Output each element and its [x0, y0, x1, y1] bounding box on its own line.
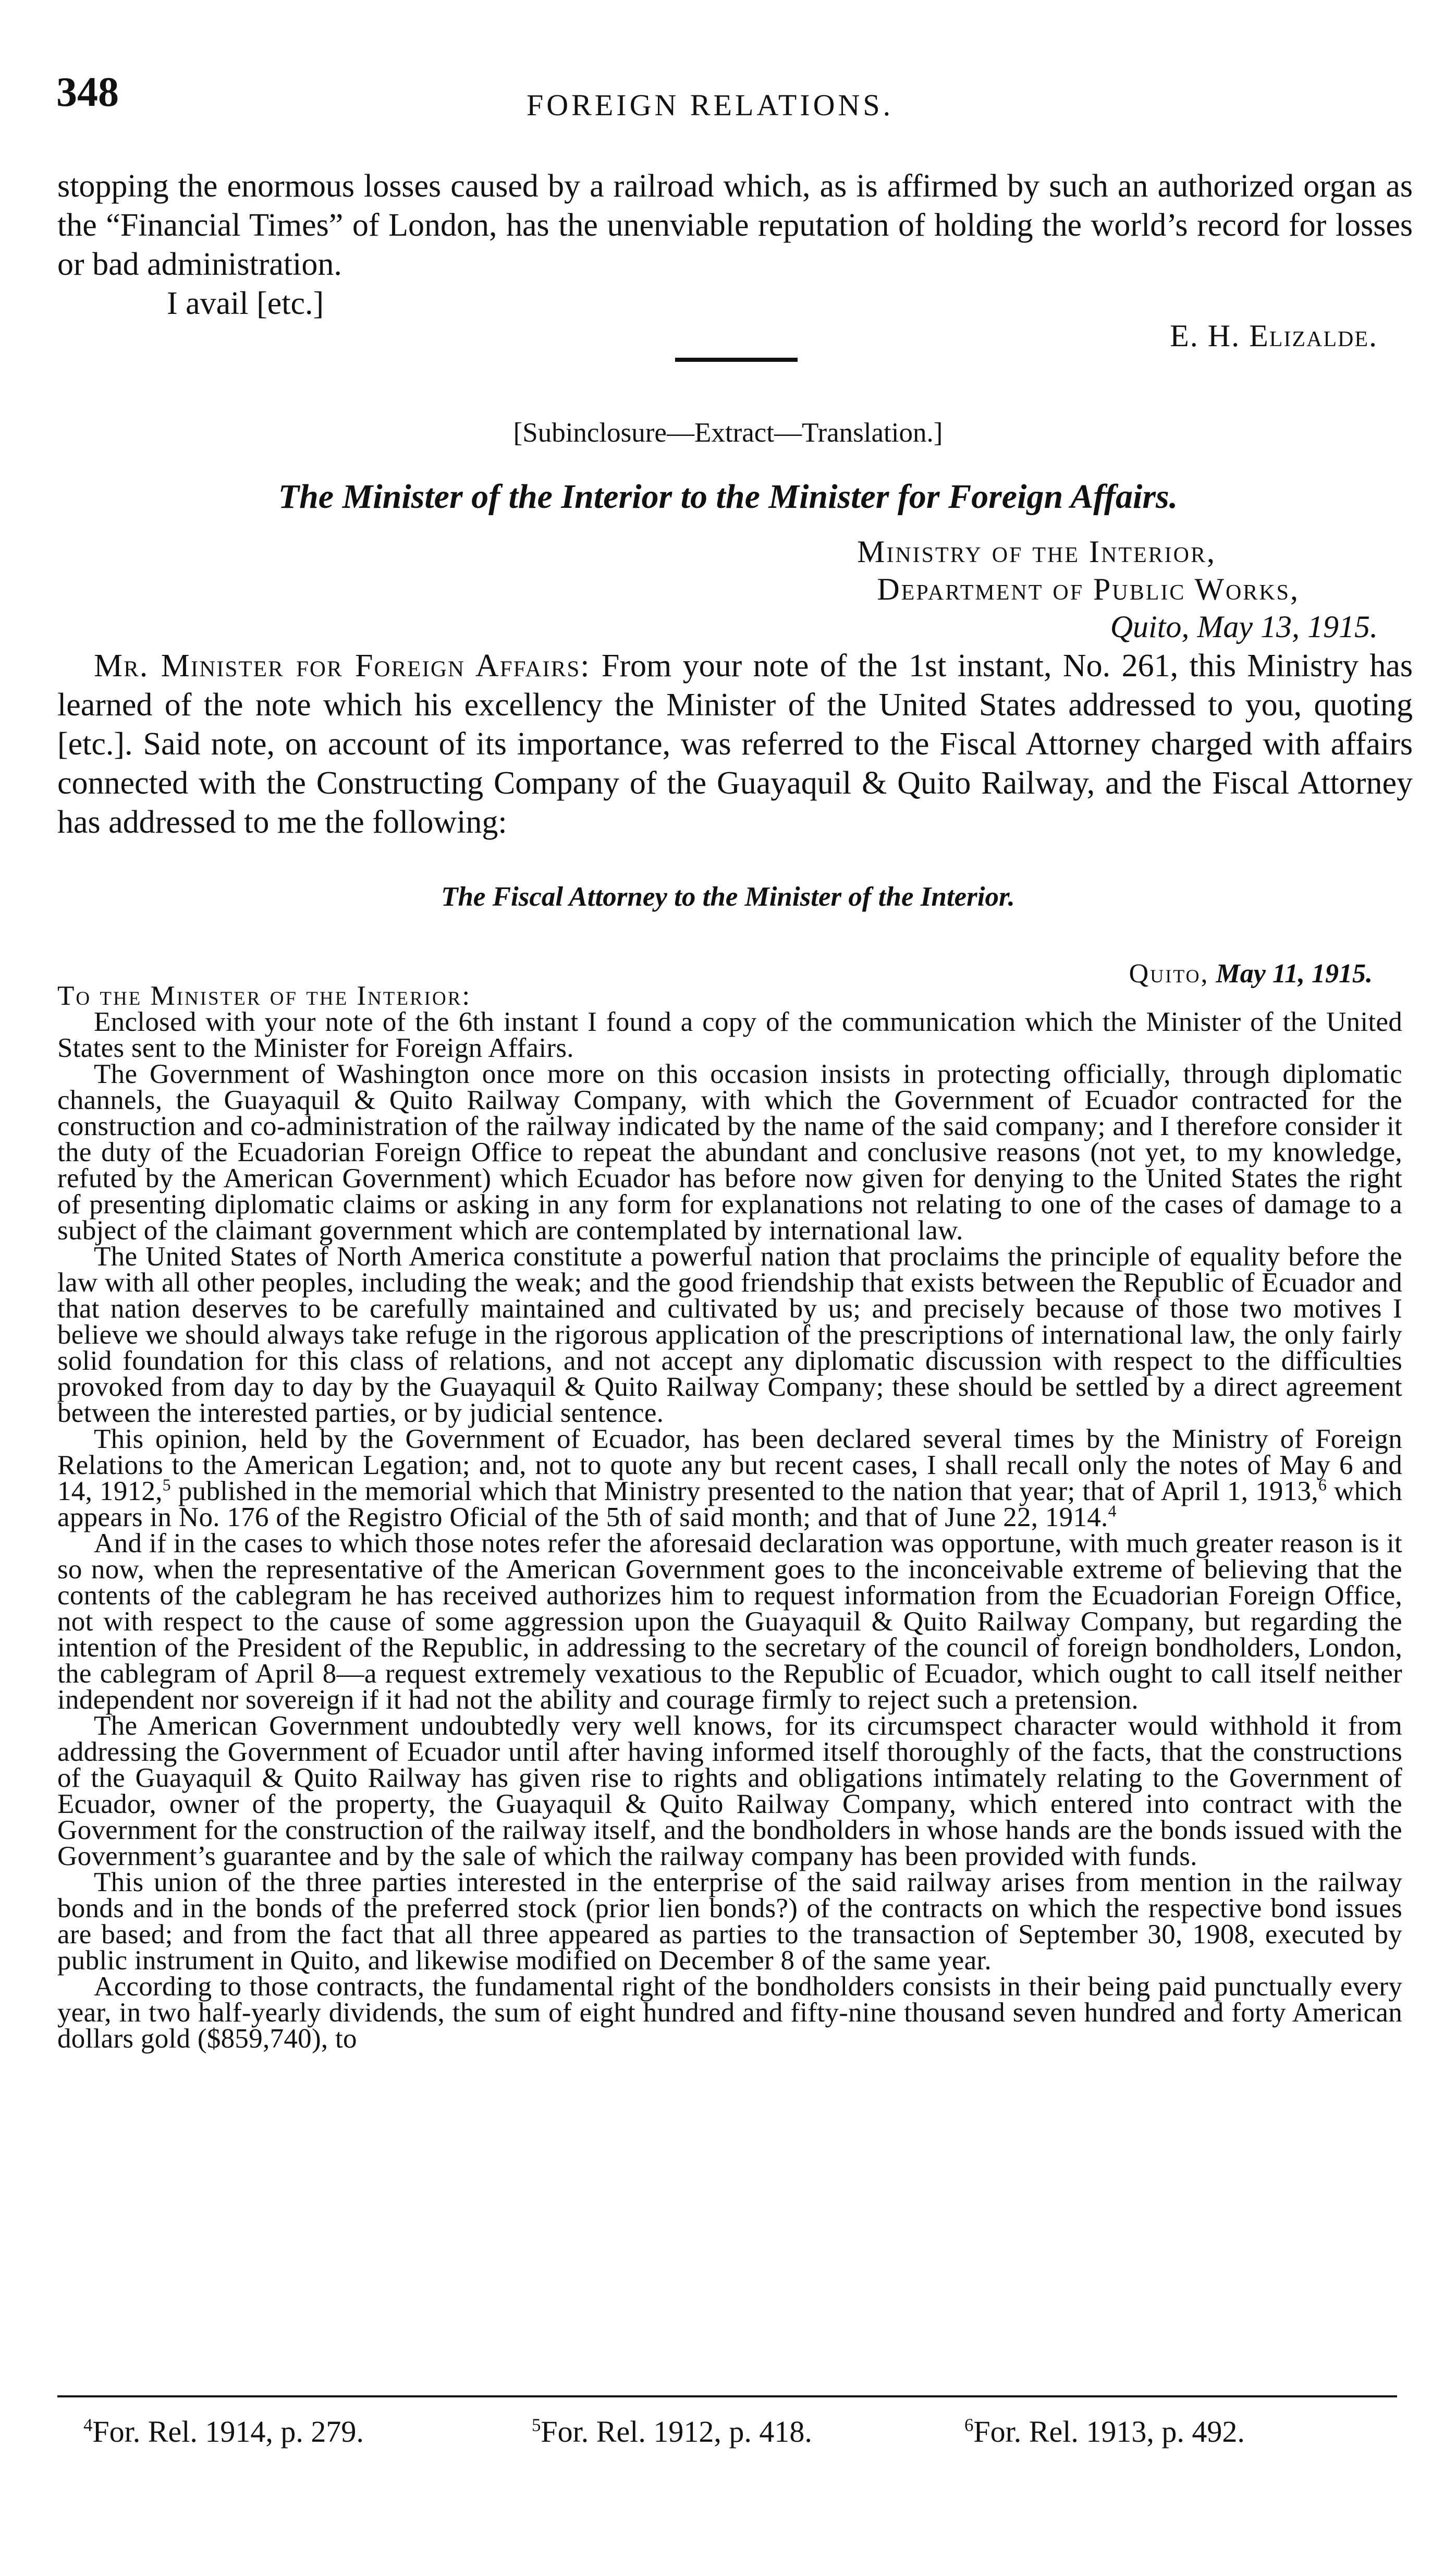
memo-paragraph-4 — [57, 1426, 1402, 1530]
subinclosure-right: Translation.] — [802, 418, 943, 448]
address-line-1: Ministry of the Interior, — [857, 534, 1216, 569]
footnote-rule — [57, 2395, 1397, 2397]
memo-body — [57, 983, 1402, 2052]
footnote-6 — [964, 2414, 1245, 2449]
memo-place: Quito, — [1129, 959, 1209, 989]
footnote-mark: 4 — [83, 2415, 93, 2435]
footnote-text: For. Rel. 1914, p. 279. — [92, 2415, 364, 2449]
footnote-ref-6: 6 — [1318, 1476, 1327, 1494]
subinclosure-dash-2: — — [774, 418, 802, 448]
memo-paragraph-8: According to those contracts, the fundamental right of the bondholders consists in their being paid punctually every year, in two half-yearly dividends, the sum of eight hundred and fifty-nine thousand seven hundred and forty American dollars gold ($859,740), to — [57, 1971, 1402, 2054]
subinclosure-left: [Subinclosure — [513, 418, 667, 448]
memo-title: The Fiscal Attorney to the Minister of the Interior. — [441, 882, 1015, 912]
signature: E. H. Elizalde. — [1170, 319, 1378, 353]
letter-salutation: Mr. Minister for Foreign Affairs: — [94, 648, 591, 684]
footnote-mark: 6 — [964, 2415, 974, 2435]
letter-title: The Minister of the Interior to the Minister for Foreign Affairs. — [278, 478, 1178, 516]
footnote-ref-4: 4 — [1108, 1502, 1117, 1520]
subinclosure-dash-1: — — [666, 418, 694, 448]
letter-body-block — [57, 647, 1413, 842]
memo-paragraph-5: And if in the cases to which those notes refer the aforesaid declaration was opportune, with much greater reason is it so now, when the representative of the American Government goes to the inconceivable extreme of believing that the contents of the cablegram he has received authorizes him to request information from the Ecuadorian Foreign Office, not with respect to the cause of some aggression upon the Guayaquil & Quito Railway Company, but regarding the intention of the President of the Republic, in addressing to the secretary of the council of foreign bondholders, London, the cablegram of April 8—a request extremely vexatious to the Republic of Ecuador, which ought to call itself neither independent nor sovereign if it had not the ability and courage firmly to reject such a pretension. — [57, 1528, 1402, 1715]
footnote-text: For. Rel. 1912, p. 418. — [541, 2415, 812, 2449]
running-title: FOREIGN RELATIONS. — [527, 88, 894, 122]
memo-p4-part-b: published in the memorial which that Ministry presented to the nation that year; that of April 1, 1913, — [170, 1476, 1318, 1506]
intro-paragraph: stopping the enormous losses caused by a railroad which, as is affirmed by such an authorized organ as the “Financial Times” of London, has the unenviable reputation of holding the world’s record for losses or bad administration. — [57, 168, 1413, 282]
memo-paragraph-7: This union of the three parties interested in the enterprise of the said railway arises from mention in the railway bonds and in the bonds of the preferred stock (prior lien bonds?) of the contracts on which the respective bond issues are based; and from the fact that all three appeared as parties to the transaction of September 30, 1908, executed by public instrument in Quito, and likewise modified on December 8 of the same year. — [57, 1867, 1402, 1976]
memo-paragraph-1: Enclosed with your note of the 6th instant I found a copy of the communication which the Minister of the United States sent to the Minister for Foreign Affairs. — [57, 1007, 1402, 1063]
memo-salutation: To the Minister of the Interior: — [57, 981, 472, 1011]
memo-p4-part-c: which appears in No. 176 of the Registro Oficial of the 5th of said month; and that of June 22, 1914. — [57, 1476, 1402, 1532]
letter-body-text: From your note of the 1st instant, No. 261, this Ministry has learned of the note which his excellency the Minister of the United States addressed to you, quoting [etc.]. Said note, on account of its importance, was referred to the Fiscal Attorney charged with affairs connected with the Constructing Company of the Guayaquil & Quito Railway, and the Fiscal Attorney has addressed to me the following: — [57, 648, 1413, 840]
address-line-3: Quito, May 13, 1915. — [1110, 610, 1378, 644]
intro-block — [57, 167, 1413, 323]
page-number: 348 — [56, 69, 119, 115]
footnote-mark: 5 — [532, 2415, 541, 2435]
memo-p4-part-a: This opinion, held by the Government of Ecuador, has been declared several times by the Ministry of Foreign Relations to the American Legation; and, not to quote any but recent cases, I shall recall only the notes of May 6 and 14, 1912, — [57, 1424, 1402, 1506]
memo-paragraph-3: The United States of North America constitute a powerful nation that proclaims the principle of equality before the law with all other peoples, including the weak; and the good friendship that exists between the Republic of Ecuador and that nation deserves to be carefully maintained and cultivated by us; and precisely because of those two motives I believe we should always take refuge in the rigorous application of the prescriptions of international law, the only fairly solid foundation for this class of relations, and not accept any diplomatic discussion with respect to the difficulties provoked from day to day by the Guayaquil & Quito Railway Company; these should be settled by a direct agreement between the interested parties, or by judicial sentence. — [57, 1241, 1402, 1428]
address-line-2: Department of Public Works, — [877, 572, 1300, 606]
memo-date: May 11, 1915. — [1216, 959, 1373, 989]
footnote-4 — [83, 2414, 364, 2449]
footnote-ref-5: 5 — [162, 1476, 171, 1494]
subinclosure-mid: Extract — [694, 418, 774, 448]
letter-address — [857, 533, 1378, 645]
footnote-5 — [532, 2414, 812, 2449]
section-divider — [675, 358, 798, 362]
closing-line: I avail [etc.] — [167, 286, 324, 321]
subinclosure-heading — [0, 417, 1456, 448]
footnote-text: For. Rel. 1913, p. 492. — [973, 2415, 1245, 2449]
memo-paragraph-2: The Government of Washington once more on this occasion insists in protecting officially, through diplomatic channels, the Guayaquil & Quito Railway Company, with which the Government of Ecuador contracted for the construction and co-administration of the railway indicated by the name of the said company; and I therefore consider it the duty of the Ecuadorian Foreign Office to repeat the abundant and conclusive reasons (not yet, to my knowledge, refuted by the American Government) which Ecuador has before now given for denying to the United States the right of presenting diplomatic claims or asking in any form for explanations not relating to one of the cases of damage to a subject of the claimant government which are contemplated by international law. — [57, 1059, 1402, 1246]
letter-body — [57, 647, 1413, 842]
memo-paragraph-6: The American Government undoubtedly very well knows, for its circumspect character would withhold it from addressing the Government of Ecuador until after having informed itself thoroughly of the facts, that the constructions of the Guayaquil & Quito Railway has given rise to rights and obligations intimately relating to the Government of Ecuador, owner of the property, the Guayaquil & Quito Railway Company, which entered into contract with the Government for the construction of the railway itself, and the bondholders in whose hands are the bonds issued with the Government’s guarantee and by the sale of which the railway company has been provided with funds. — [57, 1711, 1402, 1871]
